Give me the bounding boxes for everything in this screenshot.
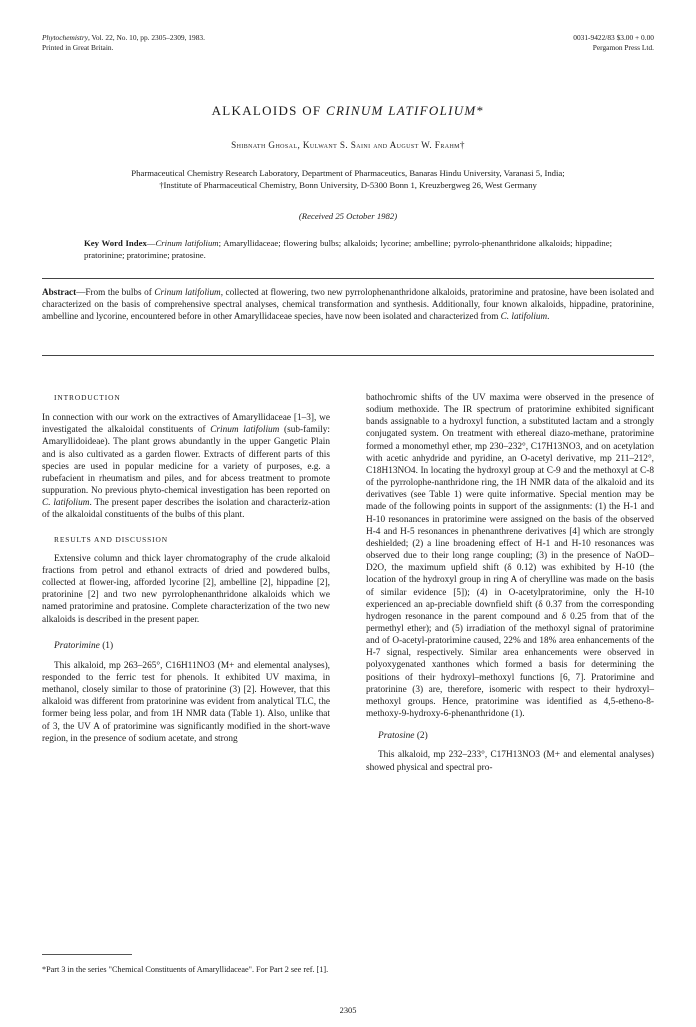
keywords-species: Crinum latifolium	[155, 238, 219, 248]
publisher: Pergamon Press Ltd.	[592, 43, 654, 52]
running-header-right	[573, 33, 654, 53]
abstract-top-rule	[42, 278, 654, 279]
pratorimine-number: (1)	[102, 640, 114, 651]
title-prefix: ALKALOIDS OF	[211, 103, 327, 118]
keyword-index	[84, 237, 612, 261]
introduction-heading: INTRODUCTION	[54, 393, 121, 402]
citation-details: , Vol. 22, No. 10, pp. 2305–2309, 1983.	[87, 33, 205, 42]
abstract-species-1: Crinum latifolium	[154, 287, 221, 297]
intro-text-3: . The present paper describes the isolation and characteriz-ation of the alkaloidal constituents of the bulbs of this plant.	[42, 498, 330, 521]
footnote: *Part 3 in the series "Chemical Constituents of Amaryllidaceae". For Part 2 see ref. [1].	[42, 965, 329, 974]
intro-species: Crinum latifolium	[210, 425, 280, 436]
keywords-label: Key Word Index	[84, 238, 147, 248]
abstract-label: Abstract	[42, 287, 77, 297]
article-code: 0031-9422/83 $3.00 + 0.00	[573, 33, 654, 42]
abstract-text-3: .	[547, 311, 550, 322]
abstract-bottom-rule	[42, 355, 654, 356]
pratorimine-continued-paragraph: bathochromic shifts of the UV maxima were observed in the presence of sodium methoxide. The IR spectrum of pratorimine exhibited significant bands assignable to a hydroxyl function, a substituted lactam and a strongly conjugated system. On treatment with ethereal diazo-methane, pratorimine formed a monomethyl ether, mp 230–232°, C17H13NO3, and on acetylation with acetic anhydride and pyridine, an O-acetyl derivative, mp 211–212°, C18H13NO4. In locating the hydroxyl group at C-9 and the methoxyl at C-8 of the pyrrolophe-nanthridone ring, the 1H NMR data of the alkaloid and its derivatives (see Table 1) were quite informative. Special mention may be made of the following points in support of the assignments: (1) the H-1 and H-10 resonances in pratorimine were assigned on the basis of the observed H-4 and H-5 resonances in phenanthrene derivatives [4] which are strongly deshielded; (2) a line broadening effect of H-1 and H-10 resonances was observed due to their long range coupling; (3) in the presence of NaOD–D2O, the maximum upfield shift (δ 0.12) was exhibited by H-10 (the location of the hydroxyl group in ring A of cherylline was made on the basis of similar evidence [5]); (4) in O-acetylpratorimine, only the H-10 experienced an ap-preciable downfield shift (δ 0.37 from the corresponding hydrogen resonance in the parent compound and δ 0.25 from that of the permethyl ether); and (5) irradiation of the methoxyl signal of pratorimine and of O-acetyl-pratorimine caused, 22% and 18% area enhancements of the H-7 signal, respectively. Similar area enhancements were observed in polyoxygenated xanthones which formed a basis for determining the positions of their hydroxyl–methoxyl functions [6, 7]. Pratorimine and pratorinine (3) are, therefore, isomeric with respect to their hydroxyl–methoxyl groups. Hence, pratorimine was identified as 4,5-etheno-8-methoxy-9-hydroxy-6-phenanthridone (1).	[366, 393, 654, 720]
abstract	[42, 286, 654, 323]
title-footnote-mark: *	[476, 103, 485, 118]
affiliation-1: Pharmaceutical Chemistry Research Laboratory, Department of Pharmaceutics, Banaras Hindu University, Varanasi 5, India;	[131, 168, 565, 178]
abstract-text-2: , collected at flowering, two new pyrrolophenanthridone alkaloids, pratorimine and pratosine, have been isolated and characterized on the basis of comprehensive spectral analyses, chemical transformation and synthesis. Additionally, four known alkaloids, hippadine, pratorinine, ambelline and lycorine, encountered before in other Amaryllidaceae species, have now been isolated and characterized from	[42, 287, 654, 322]
printed-in: Printed in Great Britain.	[42, 43, 114, 52]
pratosine-subheading	[366, 730, 654, 742]
paper-title	[0, 103, 696, 119]
pratosine-number: (2)	[416, 731, 428, 742]
intro-text-1: In connection with our work on the extractives of Amaryllidaceae [1–3], we investigated the alkaloidal constituents of	[42, 413, 330, 436]
keywords-dash: —	[146, 238, 156, 248]
footnote-rule	[42, 954, 132, 955]
abstract-species-2: C. latifolium	[500, 311, 548, 322]
journal-name: Phytochemistry	[42, 33, 88, 42]
page-number: 2305	[339, 1006, 357, 1015]
pratosine-name: Pratosine	[378, 731, 415, 742]
intro-text-2: (sub-family: Amaryllidoideae). The plant grows abundantly in the upper Gangetic Plain and is also cultivated as a garden flower. Extracts of different parts of this species are used in popular medicine for a variety of purposes, e.g. a rubefacient in rheumatism and piles, and for abcess treatment to promote suppuration. No previous phyto-chemical investigation has been reported on	[42, 425, 330, 497]
authors: Shibnath Ghosal, Kulwant S. Saini and August W. Frahm†	[231, 140, 465, 150]
pratorimine-name: Pratorimine	[54, 640, 100, 651]
keywords-text: ; Amaryllidaceae; flowering bulbs; alkaloids; lycorine; ambelline; pyrrolo-phenanthridone alkaloids; hippadine; pratorinine; pratorimine; pratosine.	[84, 238, 612, 260]
pratorimine-subheading	[42, 640, 330, 652]
title-species: CRINUM LATIFOLIUM	[326, 103, 477, 118]
right-column	[366, 392, 654, 774]
abstract-text-1: —From the bulbs of	[76, 287, 155, 297]
pratorimine-paragraph: This alkaloid, mp 263–265°, C16H11NO3 (M+ and elemental analyses), responded to the ferric test for phenols. It exhibited UV maxima, in methanol, closely similar to those of pratorinine (3) [2]. However, that this alkaloid was different from pratorinine was evident from analytical TLC, the former being less polar, and from 1H NMR data (Table 1). Also, unlike that of 3, the UV A of pratorimine was significantly modified in the short-wave region, in the presence of sodium acetate, and strong	[42, 660, 330, 744]
results-paragraph: Extensive column and thick layer chromatography of the crude alkaloid fractions from petrol and ethanol extracts of dried and powdered bulbs, collected at flower-ing, afforded lycorine [2], ambelline [2], hippadine [2], pratorinine [2] and two new pyrrolophenanthridone alkaloids which we named pratorimine and pratosine. Complete characterization of the two new alkaloids is described in the present paper.	[42, 553, 330, 625]
intro-species-2: C. latifolium	[42, 498, 90, 509]
pratosine-paragraph: This alkaloid, mp 232–233°, C17H13NO3 (M+ and elemental analyses) showed physical and spectral pro-	[366, 750, 654, 773]
left-column	[42, 392, 330, 745]
affiliations	[42, 167, 654, 191]
journal-citation	[42, 33, 205, 43]
results-heading: RESULTS AND DISCUSSION	[54, 534, 168, 544]
received-date: (Received 25 October 1982)	[298, 211, 398, 221]
affiliation-2: †Institute of Pharmaceutical Chemistry, Bonn University, D-5300 Bonn 1, Kreuzbergweg 26, West Germany	[159, 180, 537, 190]
introduction-paragraph	[42, 412, 330, 521]
running-header-left	[42, 33, 205, 53]
